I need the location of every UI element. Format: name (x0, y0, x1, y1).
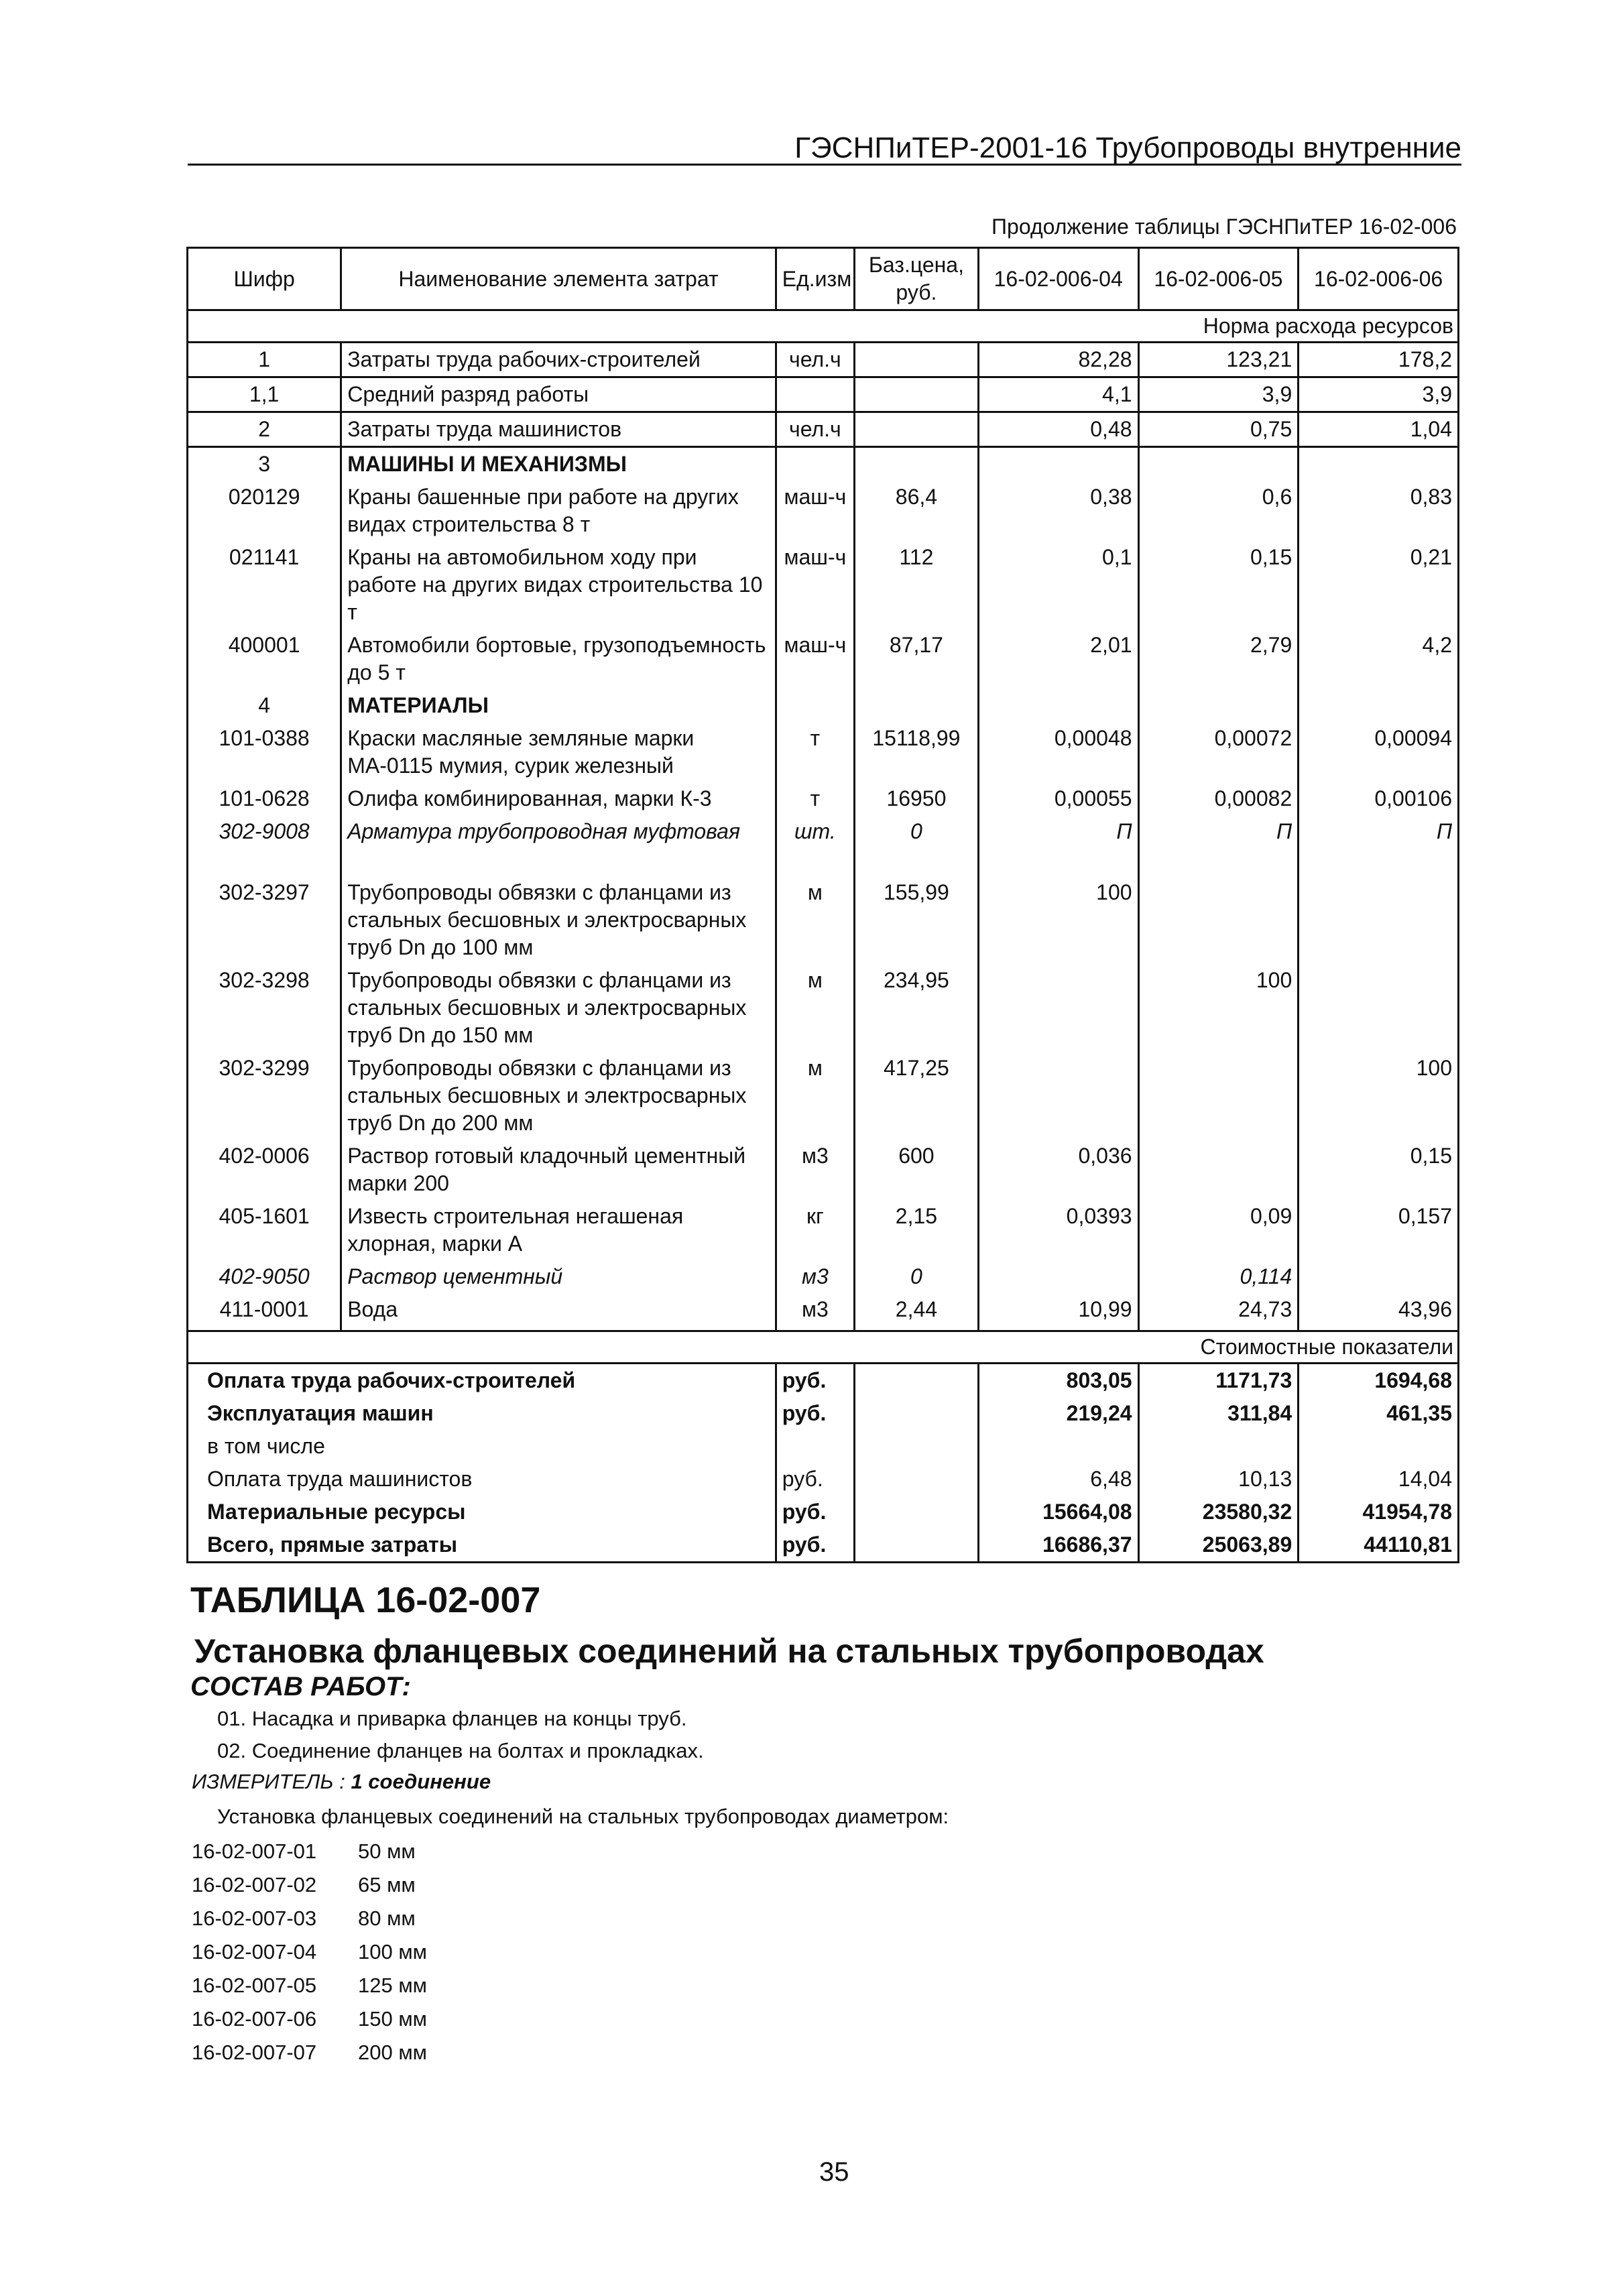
summary-value (1299, 1430, 1459, 1463)
table-cell: МАТЕРИАЛЫ (341, 689, 776, 722)
summary-value: 41954,78 (1299, 1496, 1459, 1528)
table-cell: шт. (776, 815, 854, 848)
summary-row (188, 1430, 1459, 1463)
code-list-item (192, 1873, 416, 1897)
table-cell: 0,38 (978, 481, 1138, 541)
table-cell: 24,73 (1138, 1293, 1299, 1326)
table-cell: 155,99 (854, 876, 978, 964)
table-row (188, 815, 1459, 848)
table-row (188, 629, 1459, 689)
table-cell: 0,00106 (1299, 782, 1459, 815)
code-list-item (192, 1907, 416, 1931)
table-cell: 411-0001 (188, 1293, 341, 1326)
table-cell: 2,44 (854, 1293, 978, 1326)
item-code: 16-02-007-05 (192, 1974, 317, 1997)
table-cell: 101-0388 (188, 722, 341, 782)
table-cell: 417,25 (854, 1052, 978, 1140)
column-header: Шифр (188, 248, 341, 310)
table-cell (854, 377, 978, 412)
table-cell: 4,1 (978, 377, 1138, 412)
summary-unit: руб. (776, 1397, 854, 1430)
table-cell: 0,00048 (978, 722, 1138, 782)
summary-value: 25063,89 (1138, 1528, 1299, 1563)
table-cell: чел.ч (776, 343, 854, 377)
table-cell: 402-9050 (188, 1260, 341, 1293)
table-cell: 0,75 (1138, 412, 1299, 447)
table-cell: 0,00082 (1138, 782, 1299, 815)
table-cell (1299, 964, 1459, 1052)
table-spacer-row (188, 1326, 1459, 1331)
table-cell: 1 (188, 343, 341, 377)
table-cell (776, 447, 854, 481)
table-cell: маш-ч (776, 481, 854, 541)
table-cell: 82,28 (978, 343, 1138, 377)
table-cell: Краски масляные земляные марки МА-0115 мумия, сурик железный (341, 722, 776, 782)
table-cell (854, 447, 978, 481)
summary-label: Оплата труда рабочих-строителей (188, 1364, 776, 1398)
table-cell: 3,9 (1138, 377, 1299, 412)
work-step: 01. Насадка и приварка фланцев на концы труб. (217, 1707, 687, 1730)
table-row (188, 782, 1459, 815)
table-cell: Трубопроводы обвязки с фланцами из стальных бесшовных и электросварных труб Dn до 200 мм (341, 1052, 776, 1140)
table-row (188, 1293, 1459, 1326)
summary-value: 6,48 (978, 1463, 1138, 1496)
table-cell: МАШИНЫ И МЕХАНИЗМЫ (341, 447, 776, 481)
table-cell: Олифа комбинированная, марки К-3 (341, 782, 776, 815)
table-cell: 302-3299 (188, 1052, 341, 1140)
table-cell: 0,0393 (978, 1200, 1138, 1260)
table-cell: 3 (188, 447, 341, 481)
table-cell: 0,114 (1138, 1260, 1299, 1293)
running-title: ГЭСНПиТЕР-2001-16 Трубопроводы внутренние (794, 131, 1461, 164)
item-code: 16-02-007-01 (192, 1839, 317, 1863)
column-header: Баз.цена, руб. (854, 248, 978, 310)
summary-value: 1694,68 (1299, 1364, 1459, 1398)
table-cell: П (978, 815, 1138, 848)
table-cell: 0 (854, 815, 978, 848)
table-cell: Трубопроводы обвязки с фланцами из стальных бесшовных и электросварных труб Dn до 150 мм (341, 964, 776, 1052)
meter-line (192, 1770, 491, 1794)
summary-value: 219,24 (978, 1397, 1138, 1430)
table-cell: Раствор готовый кладочный цементный марки 200 (341, 1140, 776, 1200)
code-list-item (192, 1974, 427, 1998)
summary-row (188, 1496, 1459, 1528)
table-subtitle: Установка фланцевых соединений на стальных трубопроводах (194, 1632, 1264, 1670)
table-cell: П (1138, 815, 1299, 848)
table-cell: 0,036 (978, 1140, 1138, 1200)
table-cell: м (776, 876, 854, 964)
table-continuation-note: Продолжение таблицы ГЭСНПиТЕР 16-02-006 (991, 215, 1457, 239)
table-cell: 0,157 (1299, 1200, 1459, 1260)
table-cell: т (776, 782, 854, 815)
item-size: 125 мм (358, 1974, 427, 1997)
table-cell: 0,00094 (1299, 722, 1459, 782)
summary-row (188, 1463, 1459, 1496)
summary-label: Всего, прямые затраты (188, 1528, 776, 1563)
table-title: ТАБЛИЦА 16-02-007 (190, 1580, 541, 1620)
table-cell: 4 (188, 689, 341, 722)
summary-value: 1171,73 (1138, 1364, 1299, 1398)
summary-row (188, 1364, 1459, 1398)
table-cell: м3 (776, 1293, 854, 1326)
item-code: 16-02-007-06 (192, 2007, 317, 2031)
table-row (188, 1140, 1459, 1200)
table-cell: Затраты труда рабочих-строителей (341, 343, 776, 377)
table-cell: 0,83 (1299, 481, 1459, 541)
table-cell: Краны башенные при работе на других видах строительства 8 т (341, 481, 776, 541)
table-cell: 405-1601 (188, 1200, 341, 1260)
table-row (188, 377, 1459, 412)
table-row (188, 1052, 1459, 1140)
table-cell: 178,2 (1299, 343, 1459, 377)
code-list-item (192, 1839, 416, 1864)
section-banner-costs (188, 1331, 1459, 1364)
table-cell: 2 (188, 412, 341, 447)
item-size: 150 мм (358, 2007, 427, 2031)
item-size: 100 мм (358, 1940, 427, 1963)
table-cell: чел.ч (776, 412, 854, 447)
item-code: 16-02-007-04 (192, 1940, 317, 1963)
table-cell: 302-3297 (188, 876, 341, 964)
table-cell: 4,2 (1299, 629, 1459, 689)
table-cell: 10,99 (978, 1293, 1138, 1326)
meter-label: ИЗМЕРИТЕЛЬ : (192, 1770, 345, 1793)
summary-value: 311,84 (1138, 1397, 1299, 1430)
table-row (188, 722, 1459, 782)
table-cell: 020129 (188, 481, 341, 541)
table-row (188, 876, 1459, 964)
table-cell: Известь строительная негашеная хлорная, марки А (341, 1200, 776, 1260)
table-cell: 100 (1138, 964, 1299, 1052)
summary-value: 16686,37 (978, 1528, 1138, 1563)
table-cell: 0,48 (978, 412, 1138, 447)
table-cell: 400001 (188, 629, 341, 689)
table-cell: 2,01 (978, 629, 1138, 689)
work-composition-heading: СОСТАВ РАБОТ: (190, 1672, 411, 1701)
item-size: 80 мм (358, 1907, 416, 1930)
table-cell: П (1299, 815, 1459, 848)
table-cell: м3 (776, 1260, 854, 1293)
work-step: 02. Соединение фланцев на болтах и прокладках. (217, 1739, 704, 1762)
table-cell: м (776, 964, 854, 1052)
summary-label: в том числе (188, 1430, 776, 1463)
table-cell: 0,1 (978, 541, 1138, 629)
table-cell (978, 1052, 1138, 1140)
page-number: 35 (819, 2157, 849, 2187)
summary-value: 803,05 (978, 1364, 1138, 1398)
table-cell (854, 412, 978, 447)
table-cell: 0,00072 (1138, 722, 1299, 782)
table-cell: 600 (854, 1140, 978, 1200)
table-cell: 2,79 (1138, 629, 1299, 689)
table-cell: 16950 (854, 782, 978, 815)
summary-value: 15664,08 (978, 1496, 1138, 1528)
table-cell (1138, 876, 1299, 964)
table-cell: м3 (776, 1140, 854, 1200)
summary-value: 10,13 (1138, 1463, 1299, 1496)
item-code: 16-02-007-07 (192, 2041, 317, 2064)
table-cell: Арматура трубопроводная муфтовая (341, 815, 776, 848)
table-cell: Затраты труда машинистов (341, 412, 776, 447)
table-cell (1299, 689, 1459, 722)
table-cell: 123,21 (1138, 343, 1299, 377)
table-cell (978, 447, 1138, 481)
table-cell (1299, 1260, 1459, 1293)
table-row (188, 1200, 1459, 1260)
summary-unit: руб. (776, 1528, 854, 1563)
table-cell: 0,6 (1138, 481, 1299, 541)
table-cell: 100 (978, 876, 1138, 964)
table-cell: Автомобили бортовые, грузоподъемность до 5 т (341, 629, 776, 689)
table-row (188, 689, 1459, 722)
table-cell: маш-ч (776, 541, 854, 629)
table-cell: 1,1 (188, 377, 341, 412)
summary-unit: руб. (776, 1496, 854, 1528)
item-code: 16-02-007-03 (192, 1907, 317, 1930)
table-row (188, 1260, 1459, 1293)
table-cell (978, 1260, 1138, 1293)
table-cell (854, 343, 978, 377)
table-row (188, 481, 1459, 541)
table-cell: 3,9 (1299, 377, 1459, 412)
table-cell: 234,95 (854, 964, 978, 1052)
item-size: 50 мм (358, 1839, 416, 1863)
table-cell (978, 964, 1138, 1052)
code-list-item (192, 2007, 427, 2031)
section-banner-resources (188, 310, 1459, 343)
table-cell: 112 (854, 541, 978, 629)
page-header (188, 129, 1461, 166)
table-cell (776, 377, 854, 412)
resource-table (186, 247, 1459, 1563)
meter-value: 1 соединение (351, 1770, 491, 1793)
summary-label: Материальные ресурсы (188, 1496, 776, 1528)
table-cell: 43,96 (1299, 1293, 1459, 1326)
table-cell (1138, 1052, 1299, 1140)
table-row (188, 541, 1459, 629)
table-cell: 0 (854, 1260, 978, 1293)
section-label: Норма расхода ресурсов (188, 310, 1459, 343)
table-cell (1299, 447, 1459, 481)
table-cell: 0,15 (1138, 541, 1299, 629)
item-code: 16-02-007-02 (192, 1873, 317, 1896)
table-cell (1299, 876, 1459, 964)
table-cell: т (776, 722, 854, 782)
table-cell: м (776, 1052, 854, 1140)
summary-label: Оплата труда машинистов (188, 1463, 776, 1496)
summary-value (1138, 1430, 1299, 1463)
table-cell: Раствор цементный (341, 1260, 776, 1293)
table-cell: 101-0628 (188, 782, 341, 815)
table-cell: 0,21 (1299, 541, 1459, 629)
table-cell: 0,09 (1138, 1200, 1299, 1260)
table-spacer-row (188, 848, 1459, 876)
table-cell: маш-ч (776, 629, 854, 689)
summary-value (978, 1430, 1138, 1463)
summary-value: 44110,81 (1299, 1528, 1459, 1563)
table-row (188, 343, 1459, 377)
table-cell: 1,04 (1299, 412, 1459, 447)
table-cell: Вода (341, 1293, 776, 1326)
table-row (188, 447, 1459, 481)
table-cell (776, 689, 854, 722)
summary-row (188, 1397, 1459, 1430)
table-cell: 2,15 (854, 1200, 978, 1260)
table-row (188, 964, 1459, 1052)
table-cell: кг (776, 1200, 854, 1260)
table-cell: 86,4 (854, 481, 978, 541)
table-cell: 302-3298 (188, 964, 341, 1052)
table-cell: 100 (1299, 1052, 1459, 1140)
summary-row (188, 1528, 1459, 1563)
table-cell: 87,17 (854, 629, 978, 689)
column-header: 16-02-006-06 (1299, 248, 1459, 310)
table-cell: 0,15 (1299, 1140, 1459, 1200)
summary-label: Эксплуатация машин (188, 1397, 776, 1430)
codes-intro: Установка фланцевых соединений на стальных трубопроводах диаметром: (217, 1805, 949, 1828)
summary-unit: руб. (776, 1364, 854, 1398)
table-cell: 402-0006 (188, 1140, 341, 1200)
table-cell (1138, 689, 1299, 722)
summary-value: 14,04 (1299, 1463, 1459, 1496)
summary-value: 23580,32 (1138, 1496, 1299, 1528)
summary-value: 461,35 (1299, 1397, 1459, 1430)
table-cell (1138, 1140, 1299, 1200)
summary-unit (776, 1430, 854, 1463)
table-cell: Трубопроводы обвязки с фланцами из стальных бесшовных и электросварных труб Dn до 100 мм (341, 876, 776, 964)
item-size: 200 мм (358, 2041, 427, 2064)
table-cell: Средний разряд работы (341, 377, 776, 412)
table-cell (978, 689, 1138, 722)
code-list-item (192, 1940, 427, 1964)
table-row (188, 412, 1459, 447)
column-header: 16-02-006-04 (978, 248, 1138, 310)
column-header: 16-02-006-05 (1138, 248, 1299, 310)
table-header-row (188, 248, 1459, 310)
section-label: Стоимостные показатели (188, 1331, 1459, 1364)
column-header: Ед.изм (776, 248, 854, 310)
table-cell: 15118,99 (854, 722, 978, 782)
table-cell: Краны на автомобильном ходу при работе на других видах строительства 10 т (341, 541, 776, 629)
table-cell (1138, 447, 1299, 481)
table-cell: 0,00055 (978, 782, 1138, 815)
column-header: Наименование элемента затрат (341, 248, 776, 310)
item-size: 65 мм (358, 1873, 416, 1896)
table-cell: 302-9008 (188, 815, 341, 848)
table-cell (854, 689, 978, 722)
code-list-item (192, 2041, 427, 2065)
table-cell: 021141 (188, 541, 341, 629)
summary-unit: руб. (776, 1463, 854, 1496)
